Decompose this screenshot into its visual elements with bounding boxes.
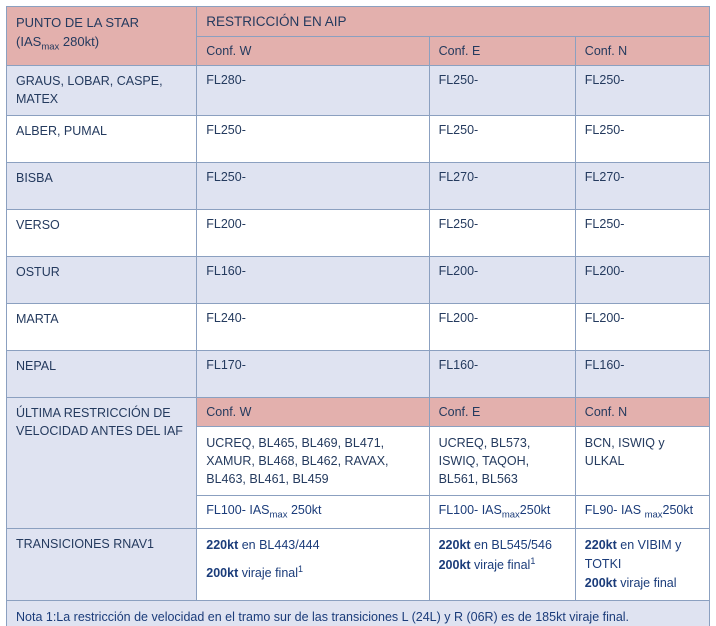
header-conf-n: Conf. N — [575, 37, 709, 66]
row-point: OSTUR — [7, 257, 197, 304]
row-conf-n: FL270- — [575, 163, 709, 210]
last-restriction-n-list: BCN, ISWIQ y ULKAL — [575, 427, 709, 496]
row-conf-e: FL200- — [429, 304, 575, 351]
table-row — [7, 116, 710, 163]
row-conf-w: FL160- — [197, 257, 429, 304]
header-point-line2: ($IAS_{max}$ 280kt) — [16, 33, 100, 53]
note-text: Nota 1:La restricción de velocidad en el tramo sur de las transiciones L (24L) y R (06R) es de 185kt viraje final. — [7, 601, 710, 626]
transitions-w — [197, 528, 429, 600]
row-conf-e: FL200- — [429, 257, 575, 304]
second-header-conf-w: Conf. W — [197, 398, 429, 427]
row-point: GRAUS, LOBAR, CASPE, MATEX — [7, 66, 197, 116]
row-conf-w: FL200- — [197, 210, 429, 257]
row-conf-e: FL270- — [429, 163, 575, 210]
row-conf-n: FL250- — [575, 210, 709, 257]
row-conf-e: FL250- — [429, 66, 575, 116]
second-header-conf-e: Conf. E — [429, 398, 575, 427]
transitions-n-line1: 220kt en VIBIM y TOTKI — [584, 537, 682, 571]
table-row — [7, 210, 710, 257]
row-conf-n: FL200- — [575, 304, 709, 351]
row-conf-n: FL250- — [575, 66, 709, 116]
table-header-row — [7, 7, 710, 37]
row-conf-e: FL250- — [429, 210, 575, 257]
second-header-conf-n: Conf. N — [575, 398, 709, 427]
table-row — [7, 351, 710, 398]
transitions-w-line1: 220kt en BL443/444 — [206, 537, 320, 552]
row-conf-e: FL250- — [429, 116, 575, 163]
table-row — [7, 66, 710, 116]
second-subheader-row — [7, 398, 710, 427]
last-restriction-w-list: UCREQ, BL465, BL469, BL471, XAMUR, BL468, BL462, RAVAX, BL463, BL461, BL459 — [197, 427, 429, 496]
row-conf-n: FL250- — [575, 116, 709, 163]
transitions-e-line1: 220kt en BL545/546 — [438, 537, 552, 552]
transitions-e-line2: 200kt viraje final$^1$ — [438, 555, 536, 572]
transitions-e — [429, 528, 575, 600]
header-conf-w: Conf. W — [197, 37, 429, 66]
last-restriction-n-speed: FL90- IAS $_{max}$250kt — [575, 496, 709, 529]
header-point-line1: PUNTO DE LA STAR — [16, 15, 140, 30]
transitions-label: TRANSICIONES RNAV1 — [7, 528, 197, 600]
row-point: VERSO — [7, 210, 197, 257]
table-row — [7, 257, 710, 304]
aip-restrictions-table — [6, 6, 710, 626]
row-conf-n: FL200- — [575, 257, 709, 304]
last-restriction-w-speed: FL100- $IAS_{max}$ 250kt — [197, 496, 429, 529]
transitions-n — [575, 528, 709, 600]
row-point: BISBA — [7, 163, 197, 210]
last-restriction-e-speed: FL100- $IAS_{max}250kt$ — [429, 496, 575, 529]
row-conf-w: FL280- — [197, 66, 429, 116]
row-conf-e: FL160- — [429, 351, 575, 398]
table-row — [7, 304, 710, 351]
last-restriction-label: ÚLTIMA RESTRICCIÓN DE VELOCIDAD ANTES DEL IAF — [7, 398, 197, 529]
header-conf-e: Conf. E — [429, 37, 575, 66]
header-aip-title: RESTRICCIÓN EN AIP — [197, 7, 710, 37]
row-conf-w: FL250- — [197, 163, 429, 210]
transitions-row — [7, 528, 710, 600]
header-point-column — [7, 7, 197, 66]
transitions-w-line2: 200kt viraje final$^1$ — [206, 563, 304, 580]
row-conf-w: FL250- — [197, 116, 429, 163]
transitions-n-line2: 200kt viraje final — [584, 576, 677, 591]
row-point: ALBER, PUMAL — [7, 116, 197, 163]
note-row — [7, 601, 710, 626]
row-point: NEPAL — [7, 351, 197, 398]
table-row — [7, 163, 710, 210]
row-conf-w: FL170- — [197, 351, 429, 398]
row-conf-n: FL160- — [575, 351, 709, 398]
row-conf-w: FL240- — [197, 304, 429, 351]
last-restriction-e-list: UCREQ, BL573, ISWIQ, TAQOH, BL561, BL563 — [429, 427, 575, 496]
row-point: MARTA — [7, 304, 197, 351]
